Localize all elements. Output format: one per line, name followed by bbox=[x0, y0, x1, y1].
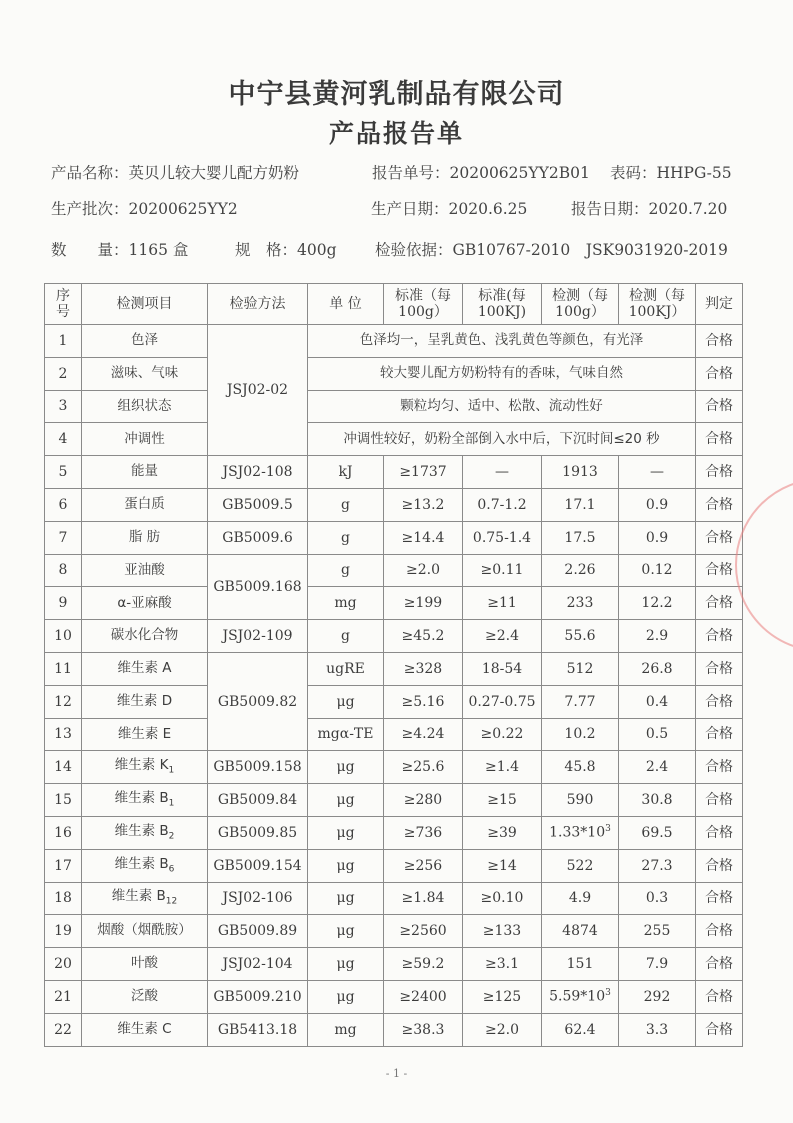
table-row bbox=[45, 784, 743, 817]
test-method: GB5009.158 bbox=[208, 751, 308, 784]
result-per-100g bbox=[542, 948, 619, 981]
result-value: 7.77 bbox=[564, 693, 596, 710]
standard-per-100g: ≥2400 bbox=[384, 980, 463, 1013]
table-row bbox=[45, 915, 743, 948]
unit: g bbox=[308, 521, 384, 554]
standard-per-100g: ≥2560 bbox=[384, 915, 463, 948]
test-method: GB5009.168 bbox=[208, 554, 308, 620]
spec-label: 规 格： bbox=[235, 241, 298, 259]
unit: g bbox=[308, 620, 384, 653]
row-number: 17 bbox=[45, 849, 82, 882]
unit: μg bbox=[308, 849, 384, 882]
row-number: 2 bbox=[45, 357, 82, 390]
test-item-label: 能量 bbox=[131, 463, 158, 480]
test-item bbox=[82, 915, 208, 948]
header-std-100g: 标准（每 100g） bbox=[384, 284, 463, 325]
test-item-label: 维生素 K bbox=[114, 757, 169, 774]
table-row bbox=[45, 718, 743, 751]
row-number: 3 bbox=[45, 390, 82, 423]
unit: kJ bbox=[308, 456, 384, 489]
standard-per-100kj: 18-54 bbox=[463, 652, 542, 685]
quantity-label: 数 量： bbox=[51, 241, 129, 259]
unit: mgα-TE bbox=[308, 718, 384, 751]
test-item: 色泽 bbox=[82, 325, 208, 358]
standard-per-100g: ≥2.0 bbox=[384, 554, 463, 587]
test-item: 滋味、气味 bbox=[82, 357, 208, 390]
result-value: 590 bbox=[566, 792, 594, 808]
test-item bbox=[82, 521, 208, 554]
test-method: GB5009.89 bbox=[208, 915, 308, 948]
test-item-label: 维生素 E bbox=[117, 725, 172, 742]
test-item-label: 维生素 B bbox=[111, 888, 166, 905]
sensory-description: 颗粒均匀、适中、松散、流动性好 bbox=[308, 390, 696, 423]
row-number: 21 bbox=[45, 980, 82, 1013]
specification bbox=[235, 238, 337, 260]
result-value: 55.6 bbox=[564, 628, 596, 645]
test-method: JSJ02-108 bbox=[208, 456, 308, 489]
unit: μg bbox=[308, 685, 384, 718]
result-value: 62.4 bbox=[564, 1021, 596, 1038]
standard-per-100kj: ≥1.4 bbox=[463, 751, 542, 784]
row-number: 6 bbox=[45, 488, 82, 521]
result-per-100kj: 0.5 bbox=[619, 718, 696, 751]
test-item bbox=[82, 980, 208, 1013]
form-code: 表码：HHPG-55 bbox=[610, 164, 732, 182]
company-seal bbox=[735, 478, 793, 652]
test-method: JSJ02-106 bbox=[208, 882, 308, 915]
table-row bbox=[45, 816, 743, 849]
header-val-100kj: 检测（每 100KJ） bbox=[619, 284, 696, 325]
row-number: 13 bbox=[45, 718, 82, 751]
result-value: 4874 bbox=[562, 923, 598, 940]
test-item: 冲调性 bbox=[82, 423, 208, 456]
result-value: 512 bbox=[566, 660, 594, 677]
table-row bbox=[45, 652, 743, 685]
judgement: 合格 bbox=[696, 784, 743, 817]
result-per-100kj: 292 bbox=[619, 980, 696, 1013]
test-method: GB5009.210 bbox=[208, 980, 308, 1013]
result-value: 522 bbox=[566, 857, 594, 874]
result-value: 1913 bbox=[562, 464, 598, 481]
inspection-basis bbox=[375, 238, 728, 260]
result-per-100g bbox=[542, 488, 619, 521]
result-per-100kj: 7.9 bbox=[619, 948, 696, 981]
judgement: 合格 bbox=[696, 882, 743, 915]
table-row bbox=[45, 587, 743, 620]
test-item-subscript: 12 bbox=[165, 897, 178, 908]
table-row bbox=[45, 685, 743, 718]
table-row bbox=[45, 751, 743, 784]
judgement: 合格 bbox=[696, 390, 743, 423]
test-method: JSJ02-02 bbox=[208, 325, 308, 456]
result-per-100kj: 0.4 bbox=[619, 685, 696, 718]
test-item-subscript: 1 bbox=[168, 798, 175, 809]
standard-per-100kj: ≥2.4 bbox=[463, 620, 542, 653]
test-item-subscript: 6 bbox=[168, 864, 175, 875]
table-row bbox=[45, 423, 743, 456]
test-item: 组织状态 bbox=[82, 390, 208, 423]
judgement: 合格 bbox=[696, 751, 743, 784]
judgement: 合格 bbox=[696, 718, 743, 751]
standard-per-100g: ≥4.24 bbox=[384, 718, 463, 751]
row-number: 9 bbox=[45, 587, 82, 620]
result-exponent: 3 bbox=[605, 824, 611, 835]
test-item-label: 维生素 B bbox=[114, 822, 169, 839]
row-number: 19 bbox=[45, 915, 82, 948]
table-row bbox=[45, 980, 743, 1013]
standard-per-100kj: ≥125 bbox=[463, 980, 542, 1013]
test-item bbox=[82, 554, 208, 587]
judgement: 合格 bbox=[696, 325, 743, 358]
result-value: 17.5 bbox=[564, 529, 596, 546]
row-number: 1 bbox=[45, 325, 82, 358]
result-per-100kj: 0.3 bbox=[619, 882, 696, 915]
judgement: 合格 bbox=[696, 423, 743, 456]
basis-value: GB10767-2010 JSK9031920-2019 bbox=[452, 241, 728, 259]
result-per-100kj: 0.12 bbox=[619, 554, 696, 587]
result-per-100g bbox=[542, 652, 619, 685]
test-method: GB5413.18 bbox=[208, 1013, 308, 1046]
standard-per-100kj: ≥14 bbox=[463, 849, 542, 882]
quantity-value: 1165 盒 bbox=[128, 241, 189, 259]
result-per-100g bbox=[542, 915, 619, 948]
standard-per-100kj: ≥2.0 bbox=[463, 1013, 542, 1046]
test-method: GB5009.85 bbox=[208, 816, 308, 849]
test-item-label: 碳水化合物 bbox=[110, 627, 179, 644]
result-value: 5.59*10 bbox=[549, 989, 606, 1006]
header-method: 检验方法 bbox=[208, 284, 308, 325]
header-std-100kj: 标准(每 100KJ) bbox=[463, 284, 542, 325]
test-item bbox=[82, 751, 208, 784]
judgement: 合格 bbox=[696, 915, 743, 948]
header-val-100g: 检测（每 100g） bbox=[542, 284, 619, 325]
standard-per-100g: ≥13.2 bbox=[384, 488, 463, 521]
result-per-100g bbox=[542, 718, 619, 751]
result-value: 17.1 bbox=[564, 496, 596, 513]
row-number: 8 bbox=[45, 554, 82, 587]
product-name: 产品名称：英贝儿较大婴儿配方奶粉 bbox=[51, 164, 300, 182]
test-item bbox=[82, 456, 208, 489]
test-item-label: 维生素 B bbox=[114, 855, 169, 872]
judgement: 合格 bbox=[696, 554, 743, 587]
table-row bbox=[45, 620, 743, 653]
unit: ugRE bbox=[308, 652, 384, 685]
result-per-100g bbox=[542, 685, 619, 718]
unit: g bbox=[308, 488, 384, 521]
page-number: - 1 - bbox=[385, 1067, 408, 1080]
sensory-description: 较大婴儿配方奶粉特有的香味，气味自然 bbox=[308, 357, 696, 390]
test-method: GB5009.6 bbox=[208, 521, 308, 554]
result-per-100g bbox=[542, 554, 619, 587]
judgement: 合格 bbox=[696, 456, 743, 489]
result-per-100g bbox=[542, 882, 619, 915]
standard-per-100kj: ≥0.22 bbox=[463, 718, 542, 751]
result-value: 1.33*10 bbox=[549, 825, 606, 842]
table-row bbox=[45, 325, 743, 358]
judgement: 合格 bbox=[696, 685, 743, 718]
result-per-100kj: 26.8 bbox=[619, 652, 696, 685]
result-per-100kj: — bbox=[619, 456, 696, 489]
test-item-label: 维生素 C bbox=[117, 1020, 172, 1037]
result-per-100g bbox=[542, 521, 619, 554]
row-number: 12 bbox=[45, 685, 82, 718]
result-per-100g bbox=[542, 816, 619, 849]
standard-per-100kj: — bbox=[463, 456, 542, 489]
header-no: 序 号 bbox=[45, 284, 82, 325]
unit: μg bbox=[308, 784, 384, 817]
inspection-table bbox=[44, 283, 743, 1047]
standard-per-100g: ≥45.2 bbox=[384, 620, 463, 653]
judgement: 合格 bbox=[696, 816, 743, 849]
spec-value: 400g bbox=[297, 241, 337, 259]
standard-per-100kj: ≥133 bbox=[463, 915, 542, 948]
standard-per-100kj: 0.7-1.2 bbox=[463, 488, 542, 521]
row-number: 15 bbox=[45, 784, 82, 817]
judgement: 合格 bbox=[696, 587, 743, 620]
judgement: 合格 bbox=[696, 980, 743, 1013]
test-item-label: α-亚麻酸 bbox=[117, 594, 172, 611]
result-per-100g bbox=[542, 784, 619, 817]
standard-per-100kj: ≥39 bbox=[463, 816, 542, 849]
test-item bbox=[82, 948, 208, 981]
judgement: 合格 bbox=[696, 849, 743, 882]
standard-per-100kj: ≥11 bbox=[463, 587, 542, 620]
header-judge: 判定 bbox=[696, 284, 743, 325]
row-number: 7 bbox=[45, 521, 82, 554]
standard-per-100kj: ≥15 bbox=[463, 784, 542, 817]
test-item-label: 维生素 D bbox=[116, 692, 173, 709]
result-per-100g bbox=[542, 620, 619, 653]
result-per-100g bbox=[542, 456, 619, 489]
judgement: 合格 bbox=[696, 521, 743, 554]
test-item bbox=[82, 784, 208, 817]
test-item bbox=[82, 1013, 208, 1046]
result-per-100kj: 27.3 bbox=[619, 849, 696, 882]
standard-per-100g: ≥14.4 bbox=[384, 521, 463, 554]
unit: μg bbox=[308, 980, 384, 1013]
test-item bbox=[82, 488, 208, 521]
result-value: 45.8 bbox=[564, 759, 596, 776]
standard-per-100g: ≥256 bbox=[384, 849, 463, 882]
table-row bbox=[45, 456, 743, 489]
test-item-subscript: 2 bbox=[168, 831, 175, 842]
row-number: 14 bbox=[45, 751, 82, 784]
result-per-100kj: 2.9 bbox=[619, 620, 696, 653]
standard-per-100kj: ≥0.10 bbox=[463, 882, 542, 915]
header-item: 检测项目 bbox=[82, 284, 208, 325]
result-value: 10.2 bbox=[564, 726, 596, 743]
result-per-100kj: 3.3 bbox=[619, 1013, 696, 1046]
result-per-100g bbox=[542, 751, 619, 784]
quantity bbox=[51, 238, 188, 260]
unit: mg bbox=[308, 587, 384, 620]
result-value: 233 bbox=[566, 595, 594, 612]
unit: g bbox=[308, 554, 384, 587]
test-item-label: 脂 肪 bbox=[128, 528, 161, 545]
result-per-100kj: 12.2 bbox=[619, 587, 696, 620]
test-item-label: 维生素 A bbox=[117, 660, 172, 677]
result-per-100g bbox=[542, 587, 619, 620]
result-per-100kj: 69.5 bbox=[619, 816, 696, 849]
result-per-100kj: 0.9 bbox=[619, 488, 696, 521]
judgement: 合格 bbox=[696, 948, 743, 981]
sensory-description: 色泽均一，呈乳黄色、浅乳黄色等颜色，有光泽 bbox=[308, 325, 696, 358]
standard-per-100g: ≥280 bbox=[384, 784, 463, 817]
result-per-100g bbox=[542, 849, 619, 882]
test-item bbox=[82, 816, 208, 849]
test-item-label: 维生素 B bbox=[114, 790, 169, 807]
unit: μg bbox=[308, 882, 384, 915]
standard-per-100g: ≥1737 bbox=[384, 456, 463, 489]
test-item bbox=[82, 587, 208, 620]
standard-per-100kj: 0.27-0.75 bbox=[463, 685, 542, 718]
judgement: 合格 bbox=[696, 488, 743, 521]
test-method: JSJ02-109 bbox=[208, 620, 308, 653]
unit: μg bbox=[308, 948, 384, 981]
table-header-row bbox=[45, 284, 743, 325]
result-value: 4.9 bbox=[568, 890, 592, 907]
test-item-label: 蛋白质 bbox=[124, 496, 165, 513]
test-method: GB5009.84 bbox=[208, 784, 308, 817]
table-row bbox=[45, 948, 743, 981]
test-method: GB5009.5 bbox=[208, 488, 308, 521]
result-per-100kj: 255 bbox=[619, 915, 696, 948]
test-item bbox=[82, 620, 208, 653]
standard-per-100g: ≥328 bbox=[384, 652, 463, 685]
table-row bbox=[45, 390, 743, 423]
company-name: 中宁县黄河乳制品有限公司 bbox=[228, 79, 565, 110]
result-value: 151 bbox=[566, 955, 594, 972]
table-row bbox=[45, 554, 743, 587]
unit: μg bbox=[308, 816, 384, 849]
report-date: 报告日期：2020.7.20 bbox=[571, 200, 728, 218]
standard-per-100kj: ≥3.1 bbox=[463, 948, 542, 981]
table-row bbox=[45, 849, 743, 882]
judgement: 合格 bbox=[696, 620, 743, 653]
standard-per-100g: ≥736 bbox=[384, 816, 463, 849]
test-item-label: 叶酸 bbox=[131, 955, 158, 972]
result-per-100kj: 2.4 bbox=[619, 751, 696, 784]
standard-per-100g: ≥199 bbox=[384, 587, 463, 620]
production-date: 生产日期：2020.6.25 bbox=[371, 200, 528, 218]
table-row bbox=[45, 882, 743, 915]
row-number: 5 bbox=[45, 456, 82, 489]
unit: μg bbox=[308, 915, 384, 948]
table-row bbox=[45, 357, 743, 390]
standard-per-100g: ≥1.84 bbox=[384, 882, 463, 915]
basis-label: 检验依据： bbox=[375, 241, 453, 259]
document-title: 产品报告单 bbox=[328, 119, 464, 148]
test-item-label: 泛酸 bbox=[131, 988, 158, 1005]
row-number: 20 bbox=[45, 948, 82, 981]
test-item bbox=[82, 718, 208, 751]
result-per-100g bbox=[542, 1013, 619, 1046]
row-number: 11 bbox=[45, 652, 82, 685]
table-row bbox=[45, 521, 743, 554]
standard-per-100g: ≥25.6 bbox=[384, 751, 463, 784]
unit: mg bbox=[308, 1013, 384, 1046]
judgement: 合格 bbox=[696, 357, 743, 390]
result-per-100kj: 30.8 bbox=[619, 784, 696, 817]
test-item bbox=[82, 849, 208, 882]
standard-per-100kj: 0.75-1.4 bbox=[463, 521, 542, 554]
result-value: 2.26 bbox=[564, 562, 596, 579]
result-per-100kj: 0.9 bbox=[619, 521, 696, 554]
sensory-description: 冲调性较好，奶粉全部倒入水中后，下沉时间≤20 秒 bbox=[308, 423, 696, 456]
row-number: 10 bbox=[45, 620, 82, 653]
standard-per-100g: ≥38.3 bbox=[384, 1013, 463, 1046]
result-exponent: 3 bbox=[605, 988, 611, 999]
row-number: 16 bbox=[45, 816, 82, 849]
test-item-label: 烟酸（烟酰胺） bbox=[97, 922, 192, 939]
header-unit: 单 位 bbox=[308, 284, 384, 325]
row-number: 22 bbox=[45, 1013, 82, 1046]
standard-per-100g: ≥5.16 bbox=[384, 685, 463, 718]
test-item-label: 亚油酸 bbox=[124, 561, 165, 578]
test-item bbox=[82, 882, 208, 915]
judgement: 合格 bbox=[696, 652, 743, 685]
table-row bbox=[45, 488, 743, 521]
test-item-subscript: 1 bbox=[168, 765, 175, 776]
table-row bbox=[45, 1013, 743, 1046]
test-method: GB5009.154 bbox=[208, 849, 308, 882]
test-item bbox=[82, 652, 208, 685]
result-per-100g bbox=[542, 980, 619, 1013]
test-method: JSJ02-104 bbox=[208, 948, 308, 981]
standard-per-100g: ≥59.2 bbox=[384, 948, 463, 981]
production-batch: 生产批次：20200625YY2 bbox=[51, 200, 238, 218]
row-number: 4 bbox=[45, 423, 82, 456]
test-item bbox=[82, 685, 208, 718]
unit: μg bbox=[308, 751, 384, 784]
standard-per-100kj: ≥0.11 bbox=[463, 554, 542, 587]
report-number: 报告单号：20200625YY2B01 bbox=[372, 164, 590, 182]
test-method: GB5009.82 bbox=[208, 652, 308, 750]
row-number: 18 bbox=[45, 882, 82, 915]
judgement: 合格 bbox=[696, 1013, 743, 1046]
